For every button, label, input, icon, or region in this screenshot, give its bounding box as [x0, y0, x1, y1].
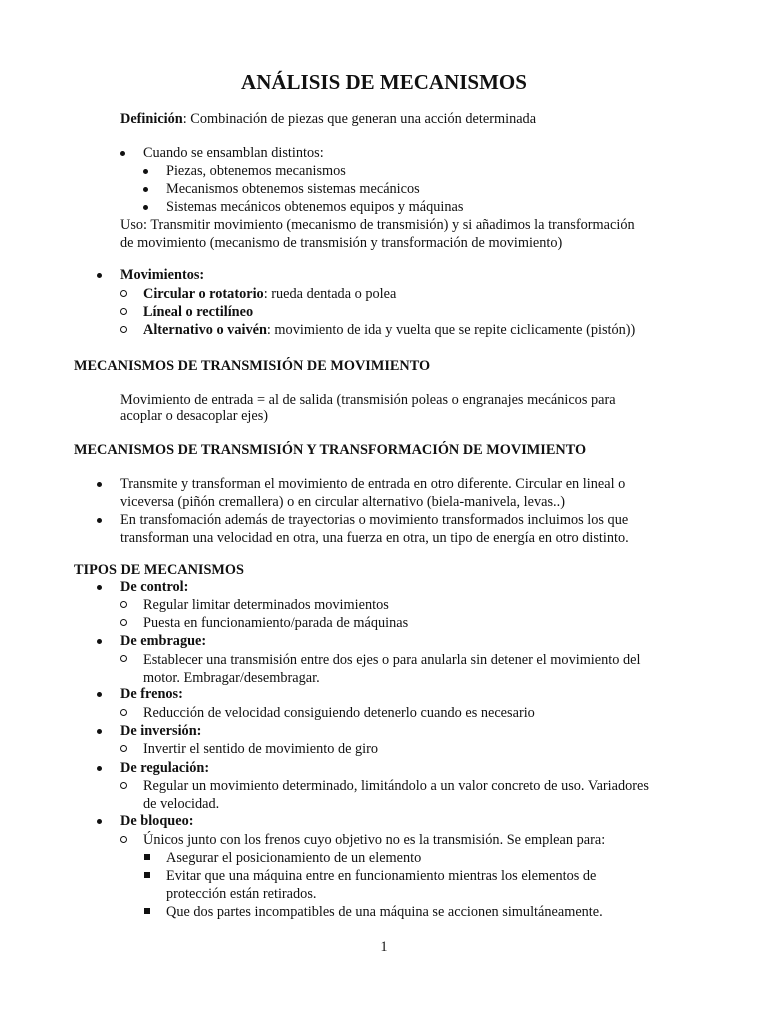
bullet-icon: [143, 205, 148, 210]
movements-heading: Movimientos:: [120, 267, 205, 283]
type-item: Regular limitar determinados movimientos: [143, 597, 389, 613]
assembly-item: Mecanismos obtenemos sistemas mecánicos: [166, 181, 420, 197]
bullet-icon: [143, 187, 148, 192]
movement-name: Alternativo o vaivén: [143, 322, 267, 338]
assembly-item: Piezas, obtenemos mecanismos: [166, 163, 346, 179]
movement-name: Líneal o rectilíneo: [143, 304, 254, 320]
section-heading-types: TIPOS DE MECANISMOS: [74, 562, 244, 578]
type-label: De regulación:: [120, 760, 210, 776]
transformation-text: viceversa (piñón cremallera) o en circular alternativo (biela-manivela, levas..): [120, 494, 565, 510]
type-label: De bloqueo:: [120, 813, 194, 829]
bullet-icon: [97, 819, 102, 824]
type-label: De control:: [120, 579, 189, 595]
page-number: 1: [380, 939, 388, 955]
movement-item: [143, 285, 396, 303]
bullet-icon: [120, 151, 125, 156]
type-label: De inversión:: [120, 723, 202, 739]
type-subitem: protección están retirados.: [166, 886, 317, 902]
circle-bullet-icon: [120, 619, 127, 626]
bullet-icon: [97, 729, 102, 734]
circle-bullet-icon: [120, 709, 127, 716]
square-bullet-icon: [144, 908, 150, 914]
assembly-item: Sistemas mecánicos obtenemos equipos y máquinas: [166, 199, 464, 215]
type-subitem: Evitar que una máquina entre en funcionamiento mientras los elementos de: [166, 868, 597, 884]
section-heading-transformation: MECANISMOS DE TRANSMISIÓN Y TRANSFORMACIÓN DE MOVIMIENTO: [74, 442, 587, 458]
transmission-text: Movimiento de entrada = al de salida (transmisión poleas o engranajes mecánicos para: [120, 392, 616, 408]
page-title: ANÁLISIS DE MECANISMOS: [241, 70, 527, 94]
definition-label: Definición: [120, 111, 183, 127]
bullet-icon: [97, 639, 102, 644]
definition-line: [120, 110, 536, 128]
circle-bullet-icon: [120, 601, 127, 608]
square-bullet-icon: [144, 872, 150, 878]
bullet-icon: [97, 692, 102, 697]
circle-bullet-icon: [120, 326, 127, 333]
bullet-icon: [97, 482, 102, 487]
circle-bullet-icon: [120, 290, 127, 297]
bullet-icon: [97, 585, 102, 590]
type-subitem: Asegurar el posicionamiento de un elemento: [166, 850, 422, 866]
square-bullet-icon: [144, 854, 150, 860]
usage-line: Uso: Transmitir movimiento (mecanismo de transmisión) y si añadimos la transformación: [120, 217, 635, 233]
type-label: De frenos:: [120, 686, 183, 702]
movement-desc: : rueda dentada o polea: [263, 286, 397, 302]
bullet-icon: [97, 273, 102, 278]
bullet-icon: [97, 766, 102, 771]
type-item: Reducción de velocidad consiguiendo detenerlo cuando es necesario: [143, 705, 535, 721]
circle-bullet-icon: [120, 836, 127, 843]
circle-bullet-icon: [120, 308, 127, 315]
circle-bullet-icon: [120, 745, 127, 752]
type-item: Establecer una transmisión entre dos ejes o para anularla sin detener el movimiento del: [143, 652, 641, 668]
transformation-text: En transfomación además de trayectorias o movimiento transformados incluimos los que: [120, 512, 629, 528]
usage-line: de movimiento (mecanismo de transmisión y transformación de movimiento): [120, 235, 563, 251]
type-label: De embrague:: [120, 633, 207, 649]
transmission-text: acoplar o desacoplar ejes): [120, 408, 269, 424]
circle-bullet-icon: [120, 655, 127, 662]
type-item: Regular un movimiento determinado, limitándolo a un valor concreto de uso. Variadores: [143, 778, 649, 794]
type-subitem: Que dos partes incompatibles de una máquina se accionen simultáneamente.: [166, 904, 603, 920]
assembly-intro: Cuando se ensamblan distintos:: [143, 145, 324, 161]
type-item: motor. Embragar/desembragar.: [143, 670, 320, 686]
bullet-icon: [143, 169, 148, 174]
movement-item: [143, 303, 253, 321]
transformation-text: transforman una velocidad en otra, una fuerza en otra, un tipo de energía en otro distinto.: [120, 530, 629, 546]
type-item: de velocidad.: [143, 796, 220, 812]
type-item: Únicos junto con los frenos cuyo objetivo no es la transmisión. Se emplean para:: [143, 832, 606, 848]
transformation-text: Transmite y transforman el movimiento de entrada en otro diferente. Circular en lineal o: [120, 476, 626, 492]
movement-desc: : movimiento de ida y vuelta que se repite ciclicamente (pistón)): [266, 322, 636, 338]
definition-text: : Combinación de piezas que generan una acción determinada: [182, 111, 537, 127]
bullet-icon: [97, 518, 102, 523]
movement-name: Circular o rotatorio: [143, 286, 264, 302]
movement-item: [143, 321, 635, 339]
type-item: Puesta en funcionamiento/parada de máquinas: [143, 615, 409, 631]
circle-bullet-icon: [120, 782, 127, 789]
type-item: Invertir el sentido de movimiento de giro: [143, 741, 379, 757]
section-heading-transmission: MECANISMOS DE TRANSMISIÓN DE MOVIMIENTO: [74, 358, 431, 374]
